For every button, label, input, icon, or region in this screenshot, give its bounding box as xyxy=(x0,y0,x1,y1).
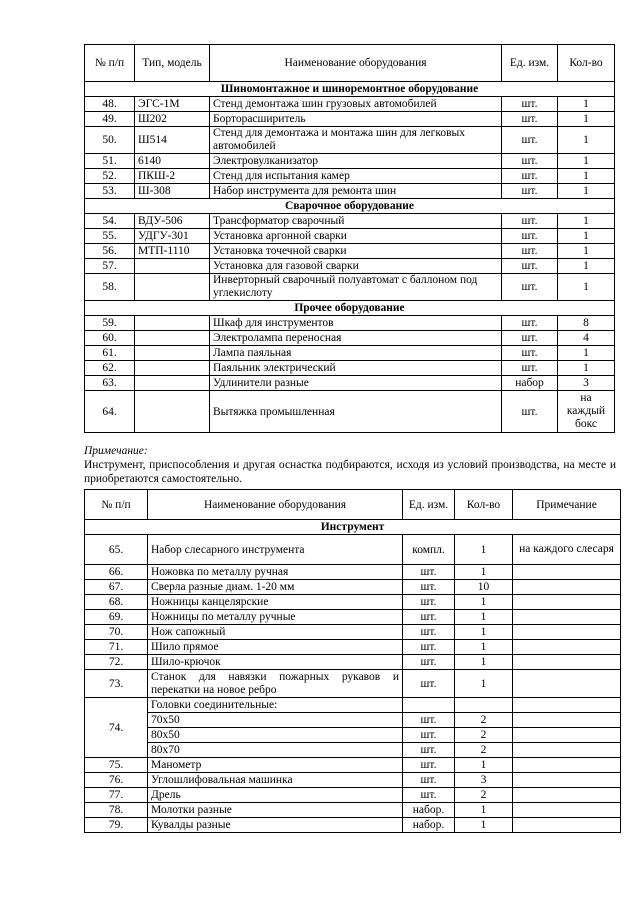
row-remark xyxy=(513,640,621,655)
row-name: Паяльник электрический xyxy=(210,361,502,376)
table-header xyxy=(85,490,621,520)
row-name: 80х50 xyxy=(148,728,403,743)
table-row xyxy=(85,818,621,833)
table-row xyxy=(85,331,615,346)
section-title: Шиномонтажное и шиноремонтное оборудование xyxy=(85,82,615,97)
row-remark xyxy=(513,773,621,788)
row-unit: шт. xyxy=(403,728,455,743)
row-model: ВДУ-506 xyxy=(135,214,210,229)
row-unit: шт. xyxy=(502,331,558,346)
row-qty: 1 xyxy=(455,535,513,565)
row-name: Удлинители разные xyxy=(210,376,502,391)
row-number: 70. xyxy=(85,625,148,640)
row-number: 60. xyxy=(85,331,135,346)
row-number: 75. xyxy=(85,758,148,773)
row-name: Кувалды разные xyxy=(148,818,403,833)
row-unit: шт. xyxy=(403,773,455,788)
row-model xyxy=(135,274,210,301)
section-row xyxy=(85,199,615,214)
row-remark xyxy=(513,698,621,713)
row-name: 80х70 xyxy=(148,743,403,758)
header-name: Наименование оборудования xyxy=(210,45,502,82)
note-title: Примечание: xyxy=(84,445,148,457)
row-number: 78. xyxy=(85,803,148,818)
row-qty: 1 xyxy=(455,625,513,640)
row-qty: 1 xyxy=(455,803,513,818)
row-name: Борторасширитель xyxy=(210,112,502,127)
section-row xyxy=(85,301,615,316)
row-remark xyxy=(513,655,621,670)
row-model xyxy=(135,361,210,376)
header-name: Наименование оборудования xyxy=(148,490,403,520)
row-model xyxy=(135,316,210,331)
table-row xyxy=(85,803,621,818)
row-name: Дрель xyxy=(148,788,403,803)
row-unit: шт. xyxy=(502,259,558,274)
row-name: Электролампа переносная xyxy=(210,331,502,346)
row-qty: 1 xyxy=(558,229,615,244)
table-subrow xyxy=(85,743,621,758)
row-unit: шт. xyxy=(403,788,455,803)
section-title: Инструмент xyxy=(85,520,621,535)
row-unit: шт. xyxy=(502,169,558,184)
row-number: 61. xyxy=(85,346,135,361)
row-number: 55. xyxy=(85,229,135,244)
equipment-table xyxy=(84,44,615,433)
row-remark xyxy=(513,758,621,773)
header-unit: Ед. изм. xyxy=(403,490,455,520)
row-number: 64. xyxy=(85,391,135,433)
row-name: Набор инструмента для ремонта шин xyxy=(210,184,502,199)
row-number: 57. xyxy=(85,259,135,274)
row-qty: 1 xyxy=(558,127,615,154)
row-unit: шт. xyxy=(502,274,558,301)
row-name: Вытяжка промышленная xyxy=(210,391,502,433)
row-unit: шт. xyxy=(403,625,455,640)
row-unit: набор. xyxy=(403,818,455,833)
row-unit: шт. xyxy=(502,244,558,259)
section-row xyxy=(85,82,615,97)
row-qty: 1 xyxy=(455,595,513,610)
row-qty: 1 xyxy=(558,184,615,199)
row-remark xyxy=(513,803,621,818)
row-qty: 1 xyxy=(455,565,513,580)
table-row xyxy=(85,640,621,655)
row-model: Ш202 xyxy=(135,112,210,127)
row-unit: шт. xyxy=(403,580,455,595)
row-number: 71. xyxy=(85,640,148,655)
row-qty: на каждый бокс xyxy=(558,391,615,433)
row-name: Установка аргонной сварки xyxy=(210,229,502,244)
table-row xyxy=(85,346,615,361)
row-name: Станок для навязки пожарных рукавов и перекатки на новое ребро xyxy=(148,670,403,698)
row-unit: шт. xyxy=(502,97,558,112)
row-qty: 3 xyxy=(558,376,615,391)
row-name: Головки соединительные: xyxy=(148,698,403,713)
row-number: 52. xyxy=(85,169,135,184)
row-qty: 4 xyxy=(558,331,615,346)
row-qty: 1 xyxy=(558,274,615,301)
table-row xyxy=(85,788,621,803)
row-unit: шт. xyxy=(403,743,455,758)
row-number: 65. xyxy=(85,535,148,565)
table-row xyxy=(85,376,615,391)
row-qty: 1 xyxy=(455,758,513,773)
row-model: Ш514 xyxy=(135,127,210,154)
row-unit xyxy=(403,698,455,713)
row-number: 77. xyxy=(85,788,148,803)
table-row xyxy=(85,112,615,127)
row-name: Лампа паяльная xyxy=(210,346,502,361)
row-name: Ножницы канцелярские xyxy=(148,595,403,610)
row-name: Нож сапожный xyxy=(148,625,403,640)
row-model xyxy=(135,331,210,346)
row-remark xyxy=(513,595,621,610)
row-model xyxy=(135,259,210,274)
row-name: Манометр xyxy=(148,758,403,773)
row-remark xyxy=(513,565,621,580)
row-qty: 1 xyxy=(558,259,615,274)
row-unit: шт. xyxy=(403,640,455,655)
row-name: Шкаф для инструментов xyxy=(210,316,502,331)
row-qty: 1 xyxy=(558,169,615,184)
row-unit: компл. xyxy=(403,535,455,565)
row-number: 68. xyxy=(85,595,148,610)
row-number: 72. xyxy=(85,655,148,670)
row-unit: шт. xyxy=(403,595,455,610)
header-num: № п/п xyxy=(85,490,148,520)
row-model: 6140 xyxy=(135,154,210,169)
tools-table xyxy=(84,489,621,833)
row-unit: шт. xyxy=(403,610,455,625)
row-model: ПКШ-2 xyxy=(135,169,210,184)
row-unit: шт. xyxy=(403,565,455,580)
table-row xyxy=(85,97,615,112)
row-unit: набор xyxy=(502,376,558,391)
row-qty: 1 xyxy=(558,346,615,361)
row-qty: 1 xyxy=(455,818,513,833)
row-qty: 10 xyxy=(455,580,513,595)
row-name: Установка точечной сварки xyxy=(210,244,502,259)
row-number: 74. xyxy=(85,698,148,758)
table-row xyxy=(85,274,615,301)
row-name: Инверторный сварочный полуавтомат с баллоном под углекислоту xyxy=(210,274,502,301)
row-model: Ш-308 xyxy=(135,184,210,199)
row-number: 49. xyxy=(85,112,135,127)
table-row xyxy=(85,773,621,788)
section-row xyxy=(85,520,621,535)
row-name: Шило прямое xyxy=(148,640,403,655)
row-number: 69. xyxy=(85,610,148,625)
table-row xyxy=(85,758,621,773)
table-row xyxy=(85,565,621,580)
row-qty: 2 xyxy=(455,788,513,803)
row-model xyxy=(135,376,210,391)
table-subrow xyxy=(85,728,621,743)
row-unit: шт. xyxy=(403,713,455,728)
table-subrow xyxy=(85,713,621,728)
table-header xyxy=(85,45,615,82)
row-model xyxy=(135,391,210,433)
row-number: 54. xyxy=(85,214,135,229)
row-remark xyxy=(513,625,621,640)
row-number: 67. xyxy=(85,580,148,595)
row-name: 70х50 xyxy=(148,713,403,728)
row-remark: на каждого слесаря xyxy=(513,535,621,565)
row-unit: шт. xyxy=(502,184,558,199)
table-row xyxy=(85,625,621,640)
row-number: 58. xyxy=(85,274,135,301)
table-row xyxy=(85,214,615,229)
row-number: 50. xyxy=(85,127,135,154)
row-unit: шт. xyxy=(403,670,455,698)
table-row xyxy=(85,655,621,670)
table-row xyxy=(85,391,615,433)
table-row xyxy=(85,259,615,274)
note-text: Инструмент, приспособления и другая оснастка подбираются, исходя из условий производства, на месте и приобретаются самостоятельно. xyxy=(84,459,616,485)
row-model: УДГУ-301 xyxy=(135,229,210,244)
row-unit: шт. xyxy=(502,112,558,127)
row-name: Шило-крючок xyxy=(148,655,403,670)
row-number: 66. xyxy=(85,565,148,580)
row-remark xyxy=(513,713,621,728)
row-unit: шт. xyxy=(502,316,558,331)
row-remark xyxy=(513,743,621,758)
row-remark xyxy=(513,670,621,698)
row-name: Установка для газовой сварки xyxy=(210,259,502,274)
row-remark xyxy=(513,728,621,743)
row-qty: 3 xyxy=(455,773,513,788)
table-row xyxy=(85,184,615,199)
row-remark xyxy=(513,788,621,803)
row-qty: 1 xyxy=(558,154,615,169)
table-row xyxy=(85,229,615,244)
row-unit: шт. xyxy=(502,229,558,244)
row-qty: 2 xyxy=(455,713,513,728)
row-remark xyxy=(513,610,621,625)
row-unit: шт. xyxy=(403,655,455,670)
row-qty: 1 xyxy=(455,670,513,698)
header-unit: Ед. изм. xyxy=(502,45,558,82)
row-model: ЭГС-1М xyxy=(135,97,210,112)
row-qty: 8 xyxy=(558,316,615,331)
row-model xyxy=(135,346,210,361)
table-row xyxy=(85,361,615,376)
table-row xyxy=(85,580,621,595)
table-row xyxy=(85,154,615,169)
row-number: 59. xyxy=(85,316,135,331)
row-remark xyxy=(513,818,621,833)
row-unit: шт. xyxy=(403,758,455,773)
row-model: МТП-1110 xyxy=(135,244,210,259)
row-name: Ножницы по металлу ручные xyxy=(148,610,403,625)
row-name: Ножовка по металлу ручная xyxy=(148,565,403,580)
row-name: Электровулканизатор xyxy=(210,154,502,169)
note xyxy=(84,444,616,486)
row-number: 79. xyxy=(85,818,148,833)
table-row xyxy=(85,316,615,331)
section-title: Прочее оборудование xyxy=(85,301,615,316)
row-qty: 1 xyxy=(558,214,615,229)
row-name: Молотки разные xyxy=(148,803,403,818)
row-qty xyxy=(455,698,513,713)
table-row xyxy=(85,670,621,698)
row-unit: шт. xyxy=(502,361,558,376)
row-name: Стенд демонтажа шин грузовых автомобилей xyxy=(210,97,502,112)
row-name: Трансформатор сварочный xyxy=(210,214,502,229)
row-number: 53. xyxy=(85,184,135,199)
row-unit: шт. xyxy=(502,391,558,433)
header-qty: Кол-во xyxy=(558,45,615,82)
row-number: 51. xyxy=(85,154,135,169)
row-name: Стенд для испытания камер xyxy=(210,169,502,184)
row-unit: шт. xyxy=(502,346,558,361)
row-name: Сверла разные диам. 1-20 мм xyxy=(148,580,403,595)
row-name: Углошлифовальная машинка xyxy=(148,773,403,788)
table-row xyxy=(85,244,615,259)
row-name: Набор слесарного инструмента xyxy=(148,535,403,565)
row-number: 56. xyxy=(85,244,135,259)
row-remark xyxy=(513,580,621,595)
row-number: 63. xyxy=(85,376,135,391)
row-number: 62. xyxy=(85,361,135,376)
table-row xyxy=(85,698,621,713)
row-qty: 1 xyxy=(558,112,615,127)
row-name: Стенд для демонтажа и монтажа шин для легковых автомобилей xyxy=(210,127,502,154)
row-number: 76. xyxy=(85,773,148,788)
row-unit: шт. xyxy=(502,127,558,154)
row-qty: 1 xyxy=(558,97,615,112)
table-row xyxy=(85,127,615,154)
section-title: Сварочное оборудование xyxy=(85,199,615,214)
row-qty: 1 xyxy=(558,361,615,376)
row-unit: шт. xyxy=(502,214,558,229)
row-qty: 2 xyxy=(455,743,513,758)
table-row xyxy=(85,610,621,625)
header-qty: Кол-во xyxy=(455,490,513,520)
table-row xyxy=(85,535,621,565)
row-qty: 1 xyxy=(455,640,513,655)
header-type: Тип, модель xyxy=(135,45,210,82)
row-unit: шт. xyxy=(502,154,558,169)
header-remark: Примечание xyxy=(513,490,621,520)
table-row xyxy=(85,169,615,184)
row-qty: 1 xyxy=(455,655,513,670)
table-row xyxy=(85,595,621,610)
row-number: 48. xyxy=(85,97,135,112)
row-number: 73. xyxy=(85,670,148,698)
row-qty: 2 xyxy=(455,728,513,743)
header-num: № п/п xyxy=(85,45,135,82)
row-qty: 1 xyxy=(558,244,615,259)
row-unit: набор. xyxy=(403,803,455,818)
row-qty: 1 xyxy=(455,610,513,625)
